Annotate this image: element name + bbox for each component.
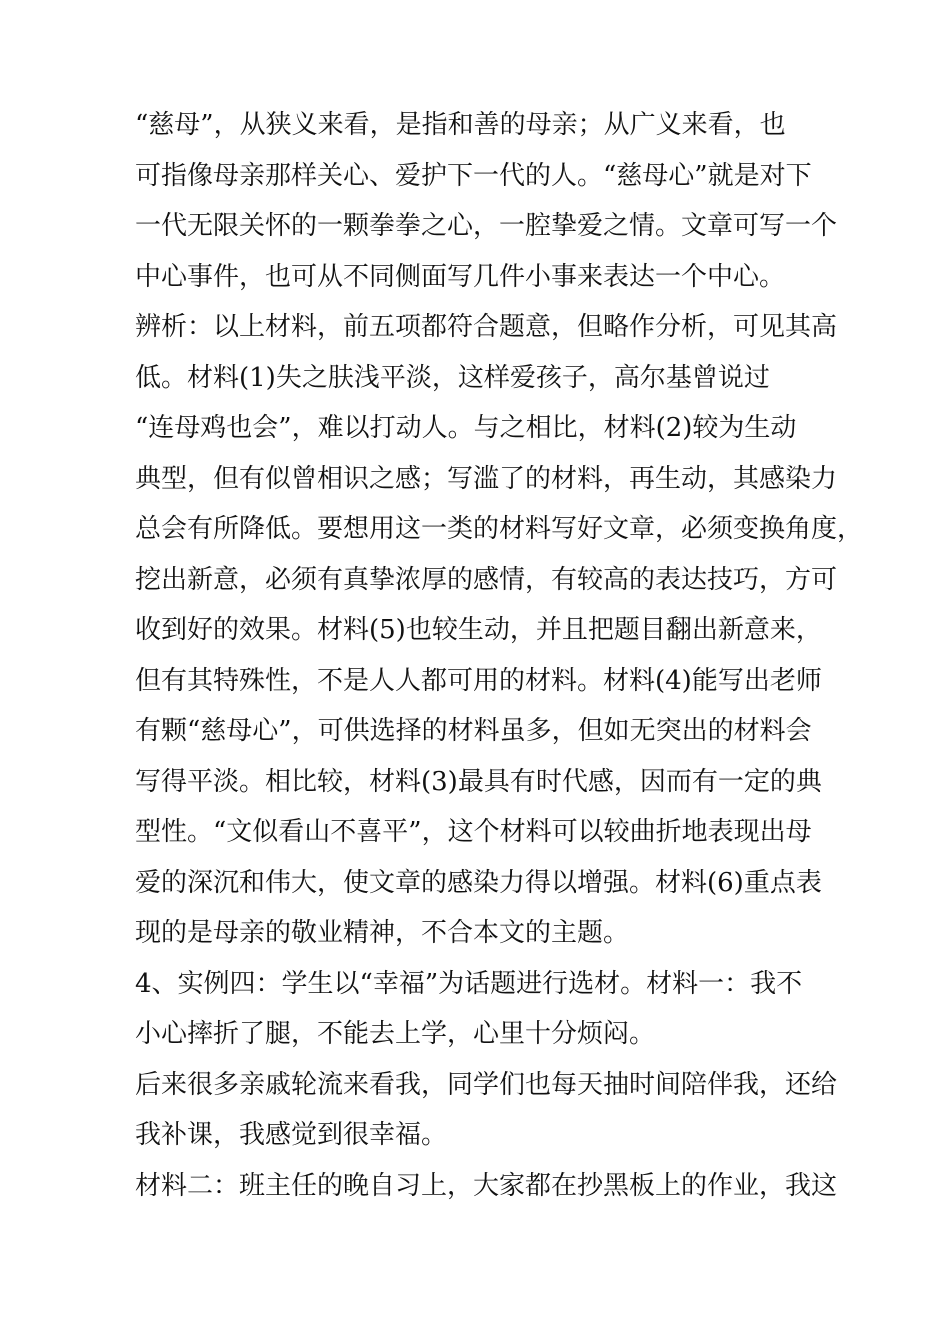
text-line: 写得平淡。相比较，材料(3)最具有时代感，因而有一定的典 <box>135 766 822 797</box>
text-line: 现的是母亲的敬业精神，不合本文的主题。 <box>135 918 630 948</box>
document-body <box>135 100 864 1211</box>
text-line: 小心摔折了腿，不能去上学，心里十分烦闷。 <box>135 1019 656 1049</box>
text-line: 总会有所降低。要想用这一类的材料写好文章，必须变换角度， <box>135 514 864 544</box>
text-line: 典型，但有似曾相识之感；写滥了的材料，再生动，其感染力 <box>135 463 838 494</box>
text-line: 型性。“文似看山不喜平”，这个材料可以较曲折地表现出母 <box>135 817 812 847</box>
text-line: 4、实例四：学生以“幸福”为话题进行选材。材料一：我不 <box>135 968 803 999</box>
text-line: 挖出新意，必须有真挚浓厚的感情，有较高的表达技巧，方可 <box>135 564 838 595</box>
text-line: 辨析：以上材料，前五项都符合题意，但略作分析，可见其高 <box>135 312 838 342</box>
text-line: 中心事件，也可从不同侧面写几件小事来表达一个中心。 <box>135 261 786 292</box>
text-line: 后来很多亲戚轮流来看我，同学们也每天抽时间陪伴我，还给 <box>135 1069 838 1100</box>
text-line: “慈母”，从狭义来看，是指和善的母亲；从广义来看，也 <box>135 110 786 140</box>
text-line: 爱的深沉和伟大，使文章的感染力得以增强。材料(6)重点表 <box>135 867 822 898</box>
text-line: 材料二：班主任的晚自习上，大家都在抄黑板上的作业，我这 <box>135 1170 838 1201</box>
text-line: 一代无限关怀的一颗拳拳之心，一腔挚爱之情。文章可写一个 <box>135 211 838 241</box>
text-line: “连母鸡也会”，难以打动人。与之相比，材料(2)较为生动 <box>135 413 797 443</box>
text-line: 收到好的效果。材料(5)也较生动，并且把题目翻出新意来， <box>135 615 822 645</box>
text-line: 有颗“慈母心”，可供选择的材料虽多，但如无突出的材料会 <box>135 716 812 746</box>
text-line: 我补课，我感觉到很幸福。 <box>135 1120 448 1150</box>
text-line: 但有其特殊性，不是人人都可用的材料。材料(4)能写出老师 <box>135 665 822 696</box>
text-line: 可指像母亲那样关心、爱护下一代的人。“慈母心”就是对下 <box>135 160 812 191</box>
text-line: 低。材料(1)失之肤浅平淡，这样爱孩子，高尔基曾说过 <box>135 362 770 393</box>
